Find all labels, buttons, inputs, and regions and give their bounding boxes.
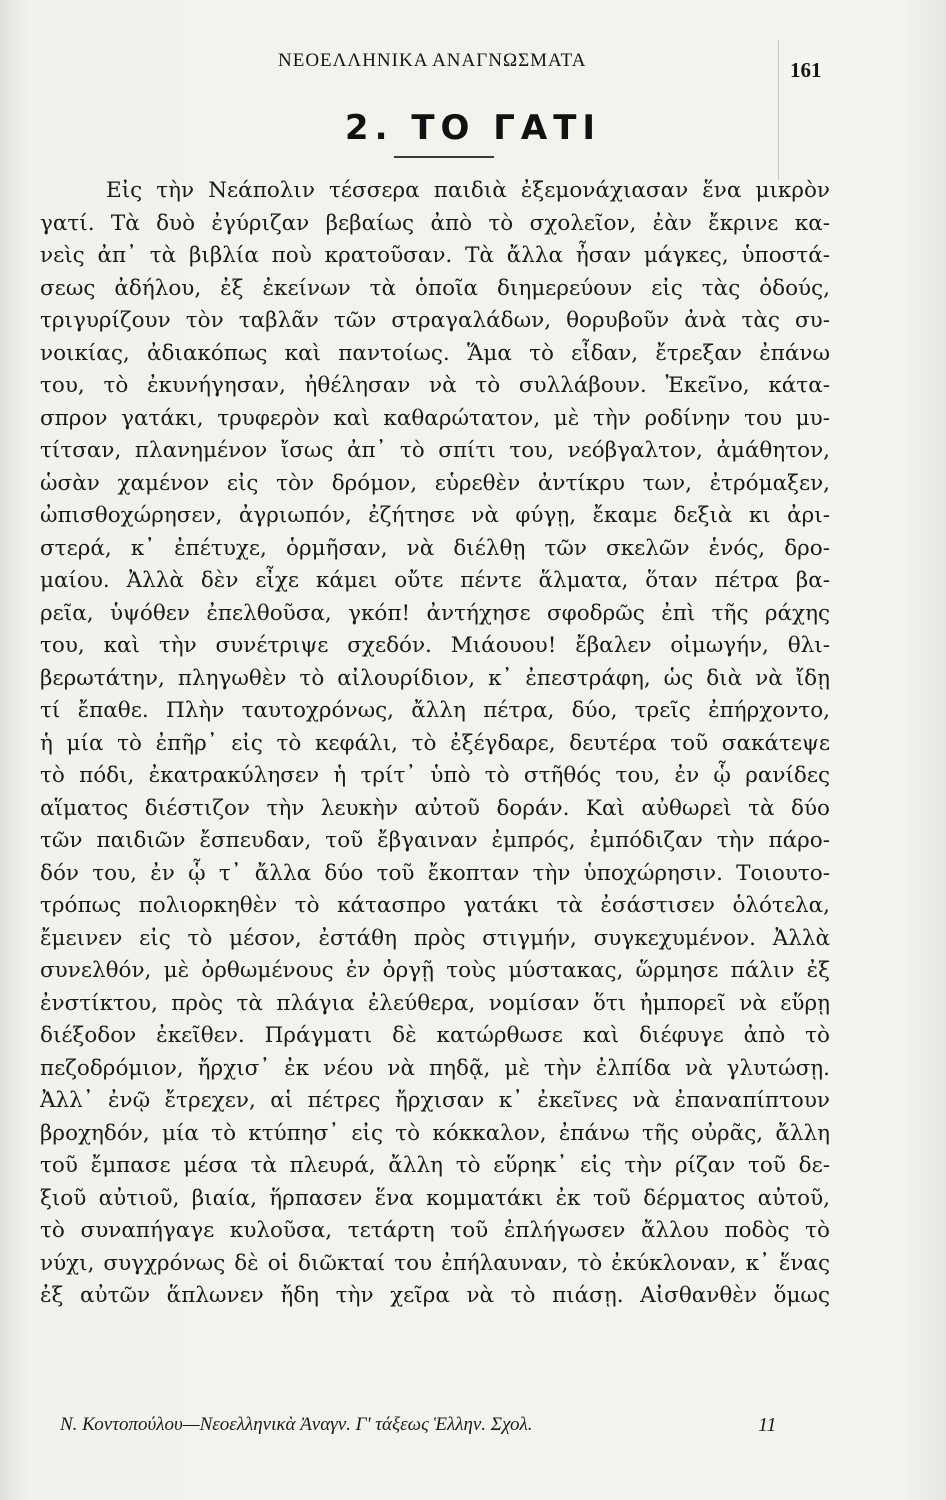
text-line: νεὶς ἀπ᾽ τὰ βιβλία ποὺ κρατοῦσαν. Τὰ ἄλλα ἦσαν μάγκες, ὑποστά-: [40, 243, 830, 268]
body-text: [40, 175, 830, 1313]
text-line: σεως ἀδήλου, ἐξ ἐκείνων τὰ ὁποῖα διημερεύουν εἰς τὰς ὁδούς,: [40, 275, 830, 301]
text-line: νύχι, συγχρόνως δὲ οἱ διῶκταί του ἐπήλαυναν, τὸ ἐκύκλοναν, κ᾽ ἕνας: [40, 1250, 830, 1276]
running-title: ΝΕΟΕΛΛΗΝΙΚΑ ΑΝΑΓΝΩΣΜΑΤΑ: [278, 50, 587, 71]
text-line: σπρον γατάκι, τρυφερὸν καὶ καθαρώτατον, μὲ τὴν ροδίνην του μυ-: [40, 405, 830, 431]
footer: [60, 1414, 790, 1444]
text-line: μαίου. Ἀλλὰ δὲν εἶχε κάμει οὔτε πέντε ἅλματα, ὅταν πέτρα βα-: [40, 568, 830, 593]
text-line: δόν του, ἐν ᾧ τ᾽ ἄλλα δύο τοῦ ἔκοπταν τὴν ὑποχώρησιν. Τοιουτο-: [40, 860, 830, 886]
text-line: τὸ πόδι, ἐκατρακύλησεν ἡ τρίτ᾽ ὑπὸ τὸ στῆθός του, ἐν ᾧ ρανίδες: [40, 763, 830, 788]
text-line: ἐνστίκτου, πρὸς τὰ πλάγια ἐλεύθερα, νομίσαν ὅτι ἠμπορεῖ νὰ εὕρῃ: [40, 990, 830, 1016]
text-line: του, καὶ τὴν συνέτριψε σχεδόν. Μιάουου! ἔβαλεν οἰμωγήν, θλι-: [40, 633, 830, 658]
page-number: 161: [790, 58, 822, 82]
text-line: τριγυρίζουν τὸν ταβλᾶν τῶν στραγαλάδων, θορυβοῦν ἀνὰ τὰς συ-: [40, 308, 830, 333]
text-line: γατί. Τὰ δυὸ ἐγύριζαν βεβαίως ἀπὸ τὸ σχολεῖον, ἐὰν ἔκρινε κα-: [40, 210, 830, 236]
text-line: τρόπως πολιορκηθὲν τὸ κάτασπρο γατάκι τὰ ἐσάστισεν ὁλότελα,: [40, 893, 830, 918]
text-line: τίτσαν, πλανημένον ἴσως ἀπ᾽ τὸ σπίτι του, νεόβγαλτον, ἀμάθητον,: [40, 438, 830, 463]
text-line: τῶν παιδιῶν ἔσπευδαν, τοῦ ἔβγαιναν ἐμπρός, ἐμπόδιζαν τὴν πάρο-: [40, 828, 830, 853]
text-line: ρεῖα, ὑψόθεν ἐπελθοῦσα, γκόπ! ἀντήχησε σφοδρῶς ἐπὶ τῆς ράχης: [40, 600, 830, 626]
text-line: ἡ μία τὸ ἐπῆρ᾽ εἰς τὸ κεφάλι, τὸ ἐξέγδαρε, δευτέρα τοῦ σακάτεψε: [40, 730, 830, 756]
text-line: διέξοδον ἐκεῖθεν. Πράγματι δὲ κατώρθωσε καὶ διέφυγε ἀπὸ τὸ: [40, 1023, 830, 1048]
text-line: τὸ συναπήγαγε κυλοῦσα, τετάρτη τοῦ ἐπλήγωσεν ἄλλου ποδὸς τὸ: [40, 1218, 830, 1243]
running-head: [0, 50, 946, 80]
text-line: ἔμεινεν εἰς τὸ μέσον, ἐστάθη πρὸς στιγμήν, συγκεχυμένον. Ἀλλὰ: [40, 925, 830, 951]
text-line: βερωτάτην, πληγωθὲν τὸ αἰλουρίδιον, κ᾽ ἐπεστράφη, ὡς διὰ νὰ ἴδῃ: [40, 665, 830, 691]
text-line: ἐξ αὐτῶν ἅπλωνεν ἤδη τὴν χεῖρα νὰ τὸ πιάσῃ. Αἰσθανθὲν ὅμως: [40, 1283, 830, 1308]
title-rule: [394, 156, 494, 158]
text-line: συνελθόν, μὲ ὀρθωμένους ἐν ὀργῇ τοὺς μύστακας, ὥρμησε πάλιν ἐξ: [40, 958, 830, 983]
text-line: στερά, κ᾽ ἐπέτυχε, ὁρμῆσαν, νὰ διέλθῃ τῶν σκελῶν ἑνός, δρο-: [40, 535, 830, 561]
footer-signature-text: Ν. Κοντοπούλου—Νεοελληνικὰ Ἀναγν. Γ' τάξεως Ἑλλην. Σχολ.: [60, 1414, 533, 1435]
text-line: ὠπισθοχώρησεν, ἀγριωπόν, ἐζήτησε νὰ φύγῃ, ἔκαμε δεξιὰ κι ἀρι-: [40, 503, 830, 528]
text-line: τί ἔπαθε. Πλὴν ταυτοχρόνως, ἄλλη πέτρα, δύο, τρεῖς ἐπήρχοντο,: [40, 698, 830, 723]
text-line: βροχηδόν, μία τὸ κτύπησ᾽ εἰς τὸ κόκκαλον, ἐπάνω τῆς οὐρᾶς, ἄλλη: [40, 1120, 830, 1146]
text-line: ξιοῦ αὐτιοῦ, βιαία, ἥρπασεν ἕνα κομματάκι ἐκ τοῦ δέρματος αὐτοῦ,: [40, 1185, 830, 1211]
footer-signature-mark: 11: [758, 1414, 777, 1436]
text-line: νοικίας, ἀδιακόπως καὶ παντοίως. Ἅμα τὸ εἶδαν, ἔτρεξαν ἐπάνω: [40, 340, 830, 366]
text-line: αἵματος διέστιζον τὴν λευκὴν αὐτοῦ δοράν. Καὶ αὐθωρεὶ τὰ δύο: [40, 795, 830, 821]
text-line: Εἰς τὴν Νεάπολιν τέσσερα παιδιὰ ἐξεμονάχιασαν ἕνα μικρὸν: [106, 178, 830, 203]
text-line: Ἀλλ᾽ ἐνῷ ἔτρεχεν, αἱ πέτρες ἤρχισαν κ᾽ ἐκεῖνες νὰ ἐπαναπίπτουν: [40, 1088, 830, 1113]
text-line: τοῦ ἔμπασε μέσα τὰ πλευρά, ἄλλη τὸ εὕρηκ᾽ εἰς τὴν ρίζαν τοῦ δε-: [40, 1153, 830, 1178]
chapter-title: 2. ΤΟ ΓΑΤΙ: [344, 108, 602, 148]
text-line: πεζοδρόμιον, ἤρχισ᾽ ἐκ νέου νὰ πηδᾷ, μὲ τὴν ἐλπίδα νὰ γλυτώσῃ.: [40, 1055, 830, 1081]
text-line: ὡσὰν χαμένον εἰς τὸν δρόμον, εὑρεθὲν ἀντίκρυ των, ἐτρόμαξεν,: [40, 470, 830, 496]
text-line: του, τὸ ἐκυνήγησαν, ἠθέλησαν νὰ τὸ συλλάβουν. Ἐκεῖνο, κάτα-: [40, 373, 830, 398]
